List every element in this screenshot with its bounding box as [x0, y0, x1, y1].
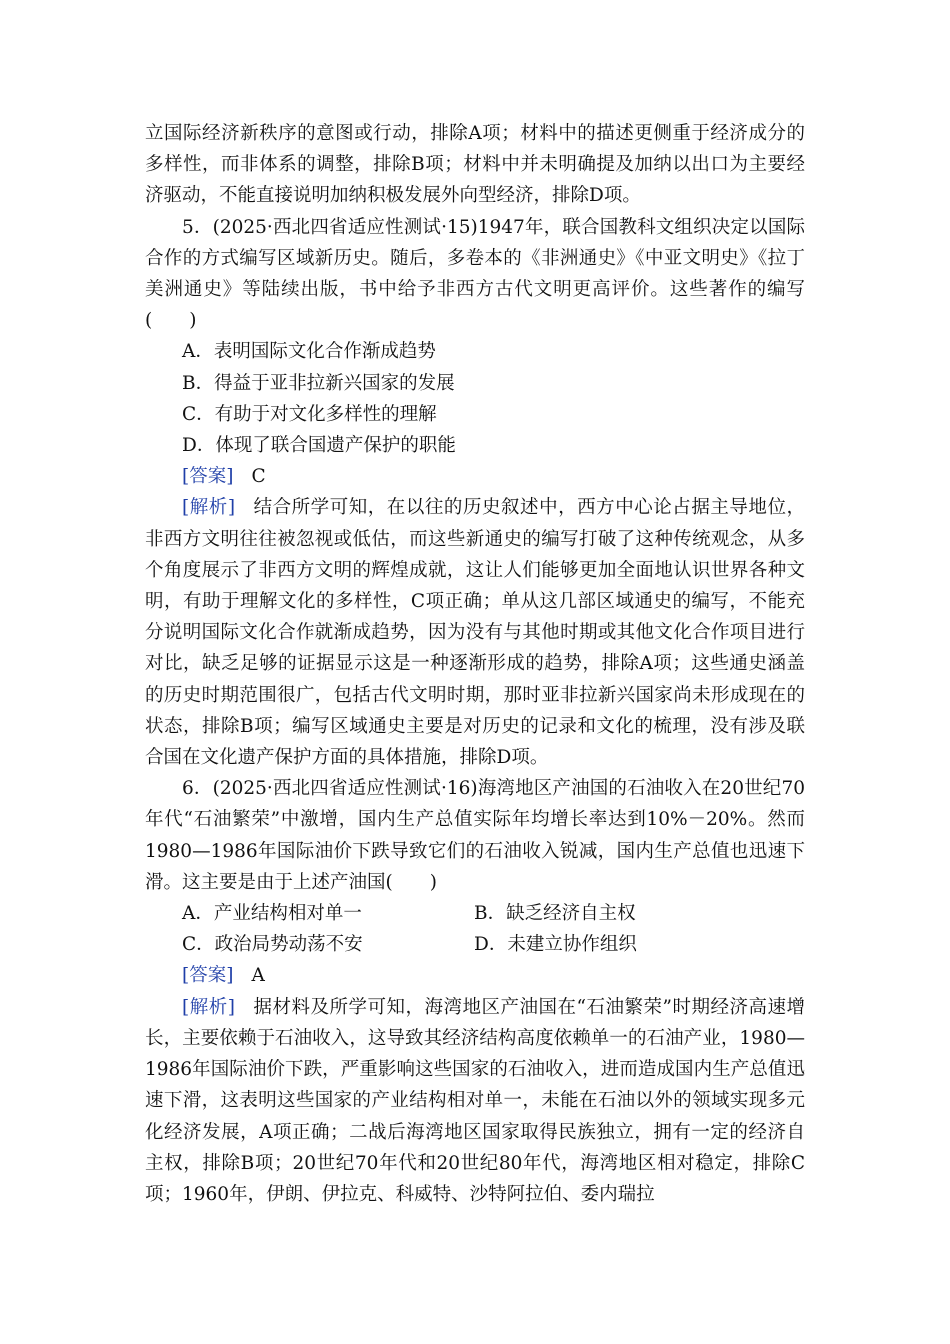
- question-6-option-b: B．缺乏经济自主权: [474, 903, 636, 925]
- question-5-option-b: B．得益于亚非拉新兴国家的发展: [182, 372, 455, 394]
- question-6-options-row-1: [182, 898, 805, 929]
- intro-paragraph: 立国际经济新秩序的意图或行动，排除A项；材料中的描述更侧重于经济成分的多样性，而非体系的调整，排除B项；材料中并未明确提及加纳以出口为主要经济驱动，不能直接说明加纳积极发展外向型经济，排除D项。: [145, 123, 805, 207]
- answer-tag: [答案]: [182, 466, 234, 488]
- question-5-option-c: C．有助于对文化多样性的理解: [182, 403, 437, 425]
- question-5-analysis: [145, 492, 805, 773]
- answer-value: C: [251, 466, 266, 488]
- question-6-answer: [182, 960, 805, 991]
- question-5-option-d: D．体现了联合国遗产保护的职能: [182, 435, 456, 457]
- question-6-options-row-2: [182, 929, 805, 960]
- question-6-option-c: C．政治局势动荡不安: [182, 934, 363, 956]
- question-5-answer: [182, 461, 805, 492]
- analysis-tag: [解析]: [182, 497, 236, 519]
- analysis-text: 结合所学可知，在以往的历史叙述中，西方中心论占据主导地位，非西方文明往往被忽视或低估，而这些新通史的编写打破了这种传统观念，从多个角度展示了非西方文明的辉煌成就，这让人们能够更加全面地认识世界各种文明，有助于理解文化的多样性，C项正确；单从这几部区域通史的编写，不能充分说明国际文化合作就渐成趋势，因为没有与其他时期或其他文化合作项目进行对比，缺乏足够的证据显示这是一种逐渐形成的趋势，排除A项；这些通史涵盖的历史时期范围很广，包括古代文明时期，那时亚非拉新兴国家尚未形成现在的状态，排除B项；编写区域通史主要是对历史的记录和文化的梳理，没有涉及联合国在文化遗产保护方面的具体措施，排除D项。: [145, 497, 805, 769]
- analysis-tag: [解析]: [182, 996, 235, 1018]
- document-page: [145, 118, 805, 1210]
- question-6-analysis: [145, 992, 805, 1210]
- question-6-option-d: D．未建立协作组织: [474, 934, 637, 956]
- analysis-text: 据材料及所学可知，海湾地区产油国在“石油繁荣”时期经济高速增长，主要依赖于石油收入，这导致其经济结构高度依赖单一的石油产业，1980—1986年国际油价下跌，严重影响这些国家的石油收入，进而造成国内生产总值迅速下滑，这表明这些国家的产业结构相对单一，未能在石油以外的领域实现多元化经济发展，A项正确；二战后海湾地区国家取得民族独立，拥有一定的经济自主权，排除B项；20世纪70年代和20世纪80年代，海湾地区相对稳定，排除C项；1960年，伊朗、伊拉克、科威特、沙特阿拉伯、委内瑞拉: [145, 996, 805, 1205]
- question-5-stem: 5．(2025·西北四省适应性测试·15)1947年，联合国教科文组织决定以国际合作的方式编写区域新历史。随后，多卷本的《非洲通史》《中亚文明史》《拉丁美洲通史》等陆续出版，书中给予非西方古代文明更高评价。这些著作的编写( ): [145, 216, 805, 332]
- question-5-option-a: A．表明国际文化合作渐成趋势: [182, 341, 436, 363]
- answer-value: A: [251, 965, 265, 987]
- question-6-stem: 6．(2025·西北四省适应性测试·16)海湾地区产油国的石油收入在20世纪70年代“石油繁荣”中激增，国内生产总值实际年均增长率达到10%－20%。然而1980—1986年国际油价下跌导致它们的石油收入锐减，国内生产总值也迅速下滑。这主要是由于上述产油国( ): [145, 778, 805, 893]
- question-6-option-a: A．产业结构相对单一: [182, 903, 362, 925]
- answer-tag: [答案]: [182, 965, 234, 987]
